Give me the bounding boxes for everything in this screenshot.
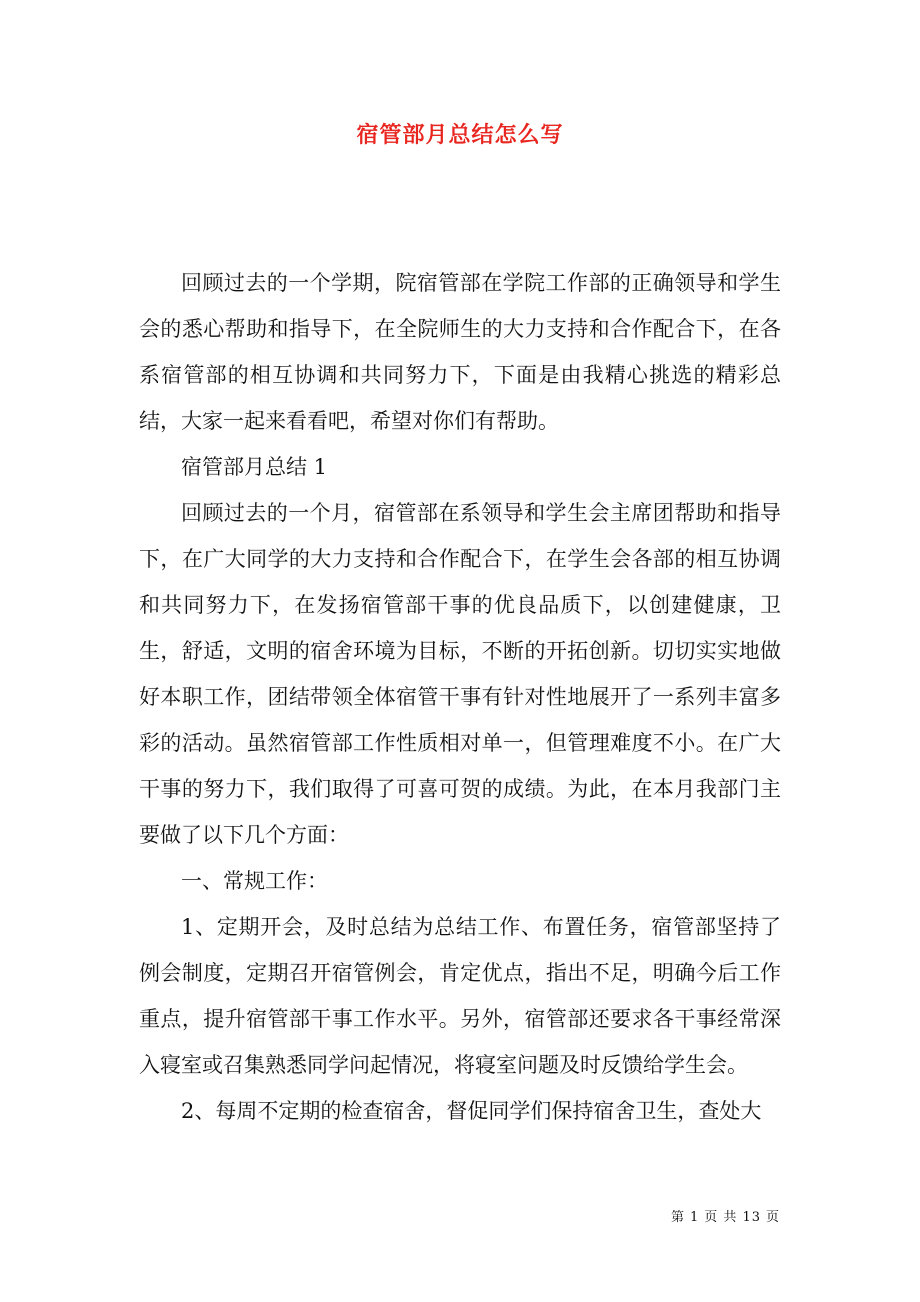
paragraph-review: 回顾过去的一个月，宿管部在系领导和学生会主席团帮助和指导下，在广大同学的大力支持和合作配合下，在学生会各部的相互协调和共同努力下，在发扬宿管部干事的优良品质下，以创建健康，卫生，舒适，文明的宿舍环境为目标，不断的开拓创新。切切实实地做好本职工作，团结带领全体宿管干事有针对性地展开了一系列丰富多彩的活动。虽然宿管部工作性质相对单一，但管理难度不小。在广大干事的努力下，我们取得了可喜可贺的成绩。为此，在本月我部门主要做了以下几个方面：: [139, 501, 781, 847]
footer-current-page: 1: [690, 1210, 700, 1225]
footer-label-of: 页 共: [704, 1210, 738, 1225]
footer-total-pages: 13: [742, 1210, 761, 1225]
footer-label-page: 第: [671, 1210, 686, 1225]
paragraph-intro: 回顾过去的一个学期，院宿管部在学院工作部的正确领导和学生会的悉心帮助和指导下，在全院师生的大力支持和合作配合下，在各系宿管部的相互协调和共同努力下，下面是由我精心挑选的精彩总结，大家一起来看看吧，希望对你们有帮助。: [139, 271, 781, 433]
paragraph-item-2: 2、每周不定期的检查宿舍，督促同学们保持宿舍卫生，查处大: [181, 1099, 762, 1123]
paragraph-item-1: 1、定期开会，及时总结为总结工作、布置任务，宿管部坚持了例会制度，定期召开宿管例会，肯定优点，指出不足，明确今后工作重点，提升宿管部干事工作水平。另外，宿管部还要求各干事经常深入寝室或召集熟悉同学问起情况，将寝室问题及时反馈给学生会。: [139, 915, 781, 1077]
subsection-heading: 一、常规工作：: [181, 869, 328, 893]
section-heading: 宿管部月总结 1: [181, 455, 328, 479]
footer-label-end: 页: [765, 1210, 780, 1225]
page-footer: [671, 1206, 780, 1225]
document-title: 宿管部月总结怎么写: [356, 122, 564, 148]
document-body: [139, 260, 781, 1134]
